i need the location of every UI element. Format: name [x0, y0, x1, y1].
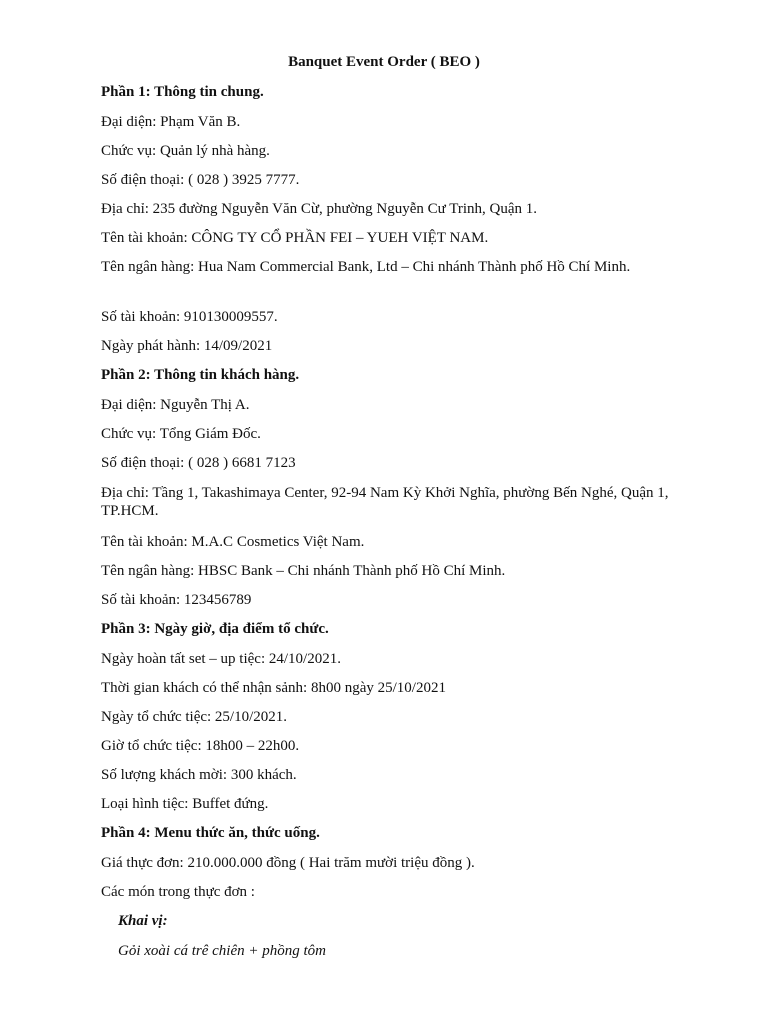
section-2-representative: Đại diện: Nguyễn Thị A.	[101, 397, 250, 413]
section-2-address: Địa chỉ: Tầng 1, Takashimaya Center, 92-94 Nam Kỳ Khởi Nghĩa, phường Bến Nghé, Quận 1, TP.HCM.	[101, 485, 669, 519]
section-3-heading: Phần 3: Ngày giờ, địa điểm tổ chức.	[101, 621, 329, 637]
section-2-bank-name: Tên ngân hàng: HBSC Bank – Chi nhánh Thành phố Hồ Chí Minh.	[101, 563, 506, 579]
section-4-menu-price: Giá thực đơn: 210.000.000 đồng ( Hai trăm mười triệu đồng ).	[101, 855, 475, 871]
section-1-issue-date: Ngày phát hành: 14/09/2021	[101, 338, 273, 354]
section-1-representative: Đại diện: Phạm Văn B.	[101, 114, 241, 130]
section-1-phone: Số điện thoại: ( 028 ) 3925 7777.	[101, 172, 300, 188]
section-1-account-name: Tên tài khoản: CÔNG TY CỔ PHẦN FEI – YUEH VIỆT NAM.	[101, 230, 489, 246]
section-4-heading: Phần 4: Menu thức ăn, thức uống.	[101, 825, 320, 841]
section-1-position: Chức vụ: Quản lý nhà hàng.	[101, 143, 270, 159]
menu-category-appetizer: Khai vị:	[118, 913, 168, 929]
section-2-phone: Số điện thoại: ( 028 ) 6681 7123	[101, 455, 296, 471]
section-3-event-time: Giờ tổ chức tiệc: 18h00 – 22h00.	[101, 738, 300, 754]
section-2-position: Chức vụ: Tổng Giám Đốc.	[101, 426, 261, 442]
section-3-event-type: Loại hình tiệc: Buffet đứng.	[101, 796, 269, 812]
section-2-heading: Phần 2: Thông tin khách hàng.	[101, 367, 300, 383]
section-3-event-date: Ngày tổ chức tiệc: 25/10/2021.	[101, 709, 288, 725]
section-1-heading: Phần 1: Thông tin chung.	[101, 84, 264, 100]
section-1-account-number: Số tài khoản: 910130009557.	[101, 309, 278, 325]
section-3-hall-time: Thời gian khách có thể nhận sảnh: 8h00 ngày 25/10/2021	[101, 680, 446, 696]
section-3-setup-date: Ngày hoàn tất set – up tiệc: 24/10/2021.	[101, 651, 341, 667]
document-title: Banquet Event Order ( BEO )	[288, 54, 480, 70]
section-1-bank-name: Tên ngân hàng: Hua Nam Commercial Bank, Ltd – Chi nhánh Thành phố Hồ Chí Minh.	[101, 259, 631, 275]
section-3-guest-count: Số lượng khách mời: 300 khách.	[101, 767, 297, 783]
section-1-address: Địa chỉ: 235 đường Nguyễn Văn Cừ, phường Nguyễn Cư Trinh, Quận 1.	[101, 201, 538, 217]
section-2-account-name: Tên tài khoản: M.A.C Cosmetics Việt Nam.	[101, 534, 365, 550]
section-2-account-number: Số tài khoản: 123456789	[101, 592, 252, 608]
section-4-menu-intro: Các món trong thực đơn :	[101, 884, 255, 900]
menu-item: Gỏi xoài cá trê chiên + phồng tôm	[118, 943, 327, 959]
